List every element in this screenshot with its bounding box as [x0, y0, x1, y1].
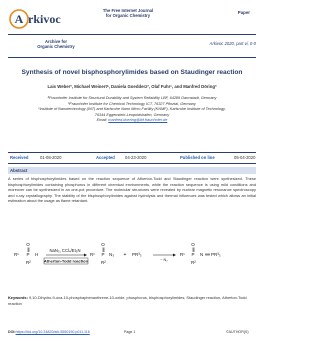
doi-label: DOI:: [8, 330, 16, 334]
article-title: Synthesis of novel bisphosphorylimides based on Staudinger reaction: [21, 69, 243, 76]
email-link[interactable]: manfred.doering@lbf.fraunhofer.de: [108, 118, 168, 123]
footer: [8, 330, 256, 336]
product-p1: P: [191, 252, 195, 257]
dates-rule-top: [8, 152, 256, 153]
arkivoc-logo: [8, 8, 82, 30]
keywords: [8, 295, 256, 306]
reactant-r2: R²: [26, 260, 31, 265]
copyright: ©AUTHOR(S): [226, 330, 249, 334]
journal-line-2: for Organic Chemistry: [105, 13, 151, 19]
abstract-text: A series of bisphosphorylimides based on the reaction sequence of Atherton-Todd and Staudinger reaction were synthesized. These bisphosphorylimides containing phosphorus in different chemical environments, while the reaction sequence is using mild conditions and moreover can be synthesized in an one-pot procedure. The molecular structures were revealed by nuclear magnetic resonance spectroscopy and x-ray crystallography. The stability of the bisphosphorylimides against hydrolysis and thermal influences was tested which allows an initial estimation about the usage as flame retardant.: [8, 176, 256, 203]
azide-n3: N₃: [109, 252, 115, 257]
keywords-label: Keywords:: [8, 295, 28, 300]
archive-line-2: Organic Chemistry: [37, 44, 75, 50]
published-date: 05-04-2020: [234, 155, 256, 160]
logo-initial: A: [14, 12, 24, 26]
reactant-h: H: [35, 252, 39, 257]
product-ph3: PR³₃: [211, 252, 221, 257]
received-label: Received: [10, 155, 29, 160]
nitrogen-loss: − N₂: [160, 258, 168, 262]
page-number: Page 1: [124, 330, 136, 334]
archive-line-1: Archive for: [44, 39, 68, 44]
product-r2: R²: [191, 260, 196, 265]
reagent-top: NaN₃, CCl₄/Et₃N: [49, 248, 81, 253]
author-list: Lais Weberª, Michael Weinertᵇ, Daniela Goedderzª, Olaf Fuhrᶜ, and Manfred Döringª: [47, 84, 217, 89]
product-o: O: [191, 242, 195, 247]
abstract-heading: Abstract: [8, 167, 256, 174]
affiliation-b: ᵇFraunhofer Institute for Chemical Technology ICT, 76327 Pfinztal, Germany: [68, 101, 196, 106]
logo-text: rkivoc: [28, 12, 61, 26]
reactant-o: O: [26, 242, 30, 247]
archive-label: [8, 39, 104, 49]
journal-line-1: The Free Internet Journal: [102, 8, 154, 13]
accepted-label: Accepted: [96, 155, 115, 160]
received-date: 01-08-2020: [40, 155, 62, 160]
accepted-date: 04-23-2020: [125, 155, 147, 160]
dates-row: [8, 155, 256, 163]
reagent-bottom: Atherton-Todd reaction: [43, 258, 89, 264]
affiliation-c-cont: 76344 Eggenstein-Leopoldshafen, Germany: [94, 112, 170, 117]
azide-r2: R²: [101, 260, 106, 265]
affiliation-a: ªFraunhofer Institute for Structural Durability and System Reliability LBF, 64289 Darmstadt, Germany: [47, 96, 217, 100]
published-label: Published on line: [180, 155, 215, 160]
affiliation-c: ᶜInstitute of Nanotechnology (INT) and Karlsruhe Nano Micro Facility (KNMF), Karlsruhe Institute of Technology,: [38, 107, 226, 112]
reactant-p: P: [26, 252, 30, 257]
azide-o: O: [101, 242, 105, 247]
doi-link[interactable]: https://doi.org/10.24820/ark.5550190.p011.116: [15, 330, 90, 334]
azide-r1: R¹: [90, 252, 95, 257]
keywords-text: 9,10-Dihydro-9-oxa-10-phosphaphenanthrene-10-oxide, phosphorus, bisphosphorylimides, Staudinger reaction, Atherton-Todd reaction: [8, 295, 247, 306]
paper-label: Paper: [237, 10, 250, 15]
azide-p: P: [101, 252, 105, 257]
reaction-scheme: [8, 237, 256, 277]
header-rule-bottom: [8, 57, 256, 58]
dates-rule-bottom: [8, 163, 256, 164]
affiliations: [20, 96, 244, 124]
header-rule: [8, 34, 256, 35]
volume-text: Arkivoc 2020, part vi, 0-0: [209, 41, 256, 46]
product-r1: R¹: [180, 252, 185, 257]
product-n: N: [200, 252, 204, 257]
plus-sign: +: [123, 252, 127, 258]
doi-line: [8, 330, 90, 334]
email-line: [20, 118, 244, 124]
email-label: Email:: [96, 118, 108, 123]
phosphine: PR³₃: [132, 252, 142, 257]
journal-name: [80, 8, 176, 18]
volume-info: [160, 41, 256, 46]
reactant-r1: R¹: [14, 252, 19, 257]
